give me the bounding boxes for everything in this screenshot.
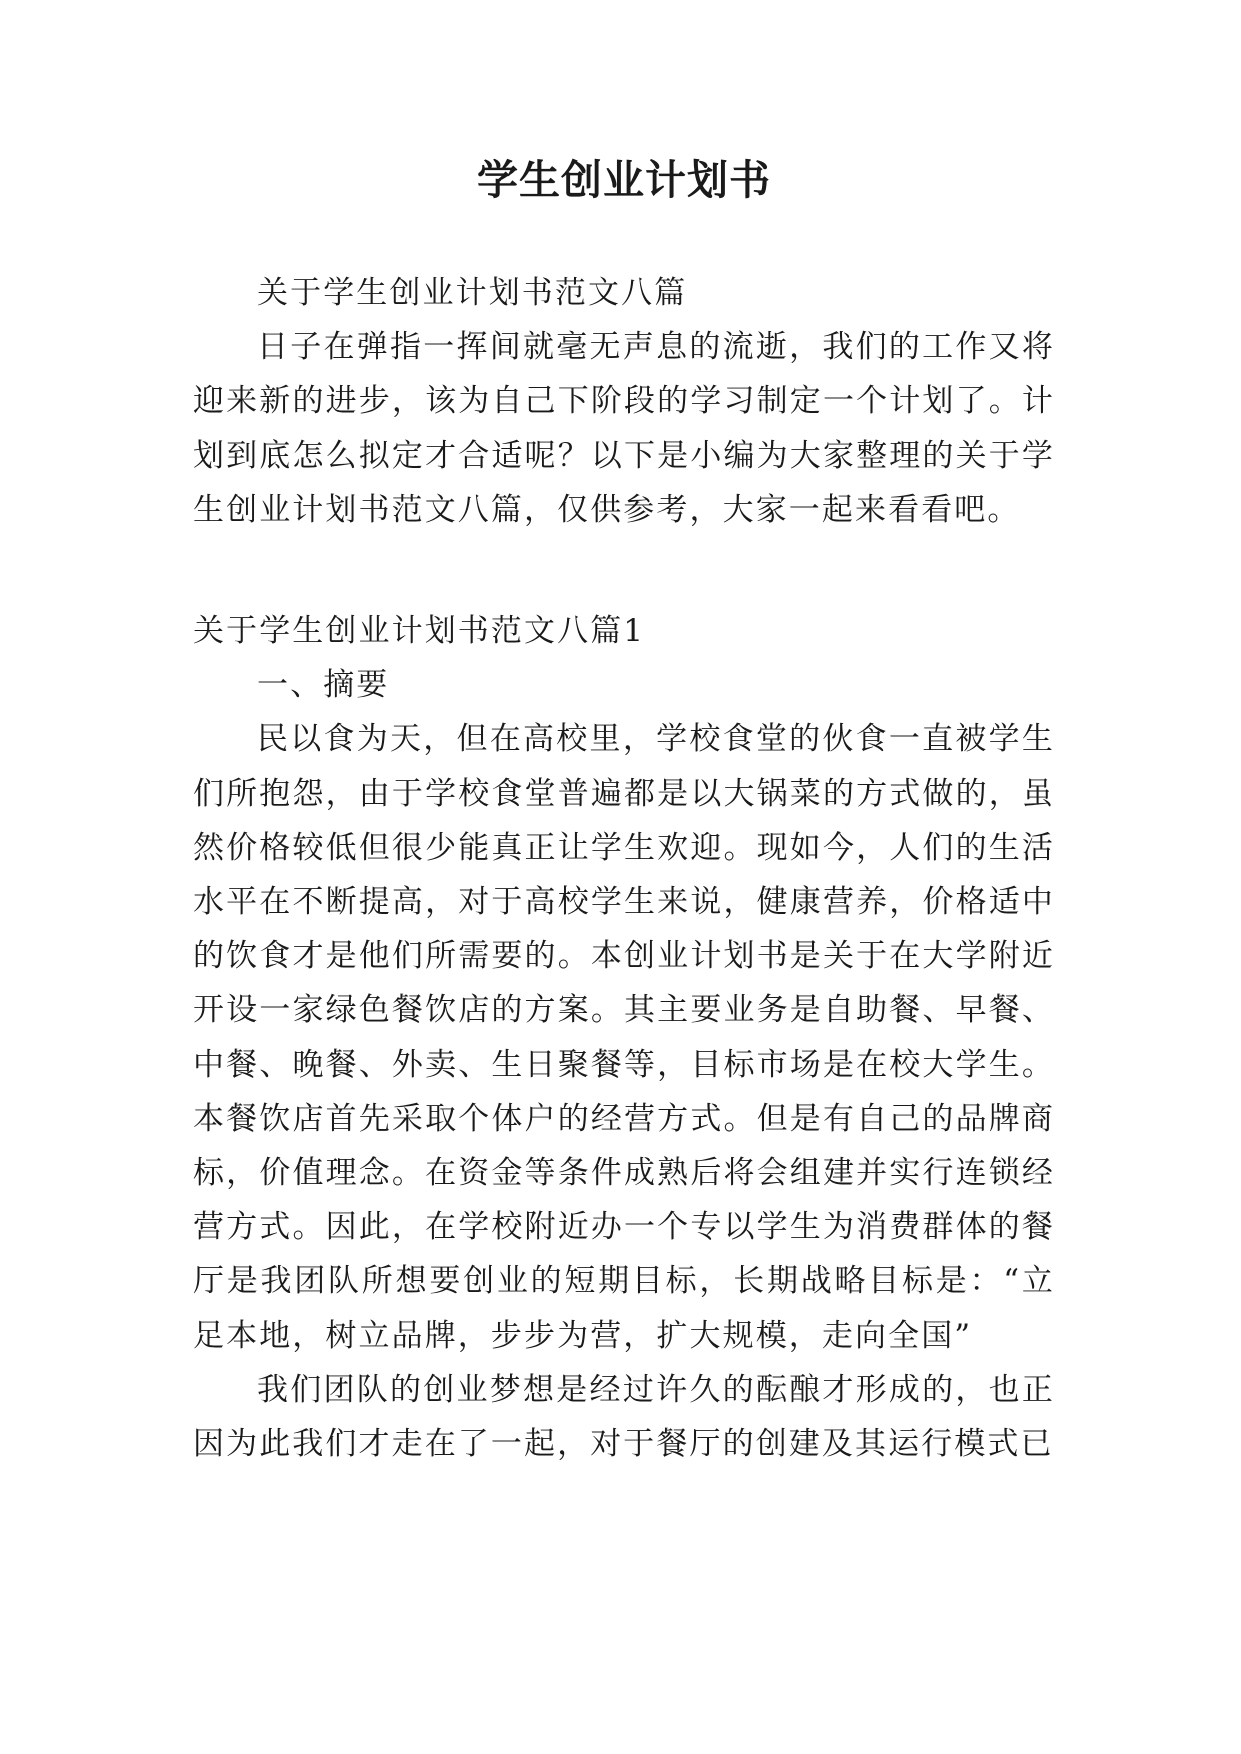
intro-paragraph: 日子在弹指一挥间就毫无声息的流逝，我们的工作又将迎来新的进步，该为自己下阶段的学习制定一个计划了。计划到底怎么拟定才合适呢？以下是小编为大家整理的关于学生创业计划书范文八篇，仅供参考，大家一起来看看吧。 <box>193 329 1055 528</box>
document-title: 学生创业计划书 <box>477 156 771 204</box>
intro-subtitle: 关于学生创业计划书范文八篇 <box>257 275 688 311</box>
intro-block <box>193 266 1055 537</box>
section-1 <box>193 604 1055 1471</box>
section-subheading: 一、摘要 <box>257 667 390 704</box>
section-heading: 关于学生创业计划书范文八篇1 <box>193 613 646 649</box>
section-paragraph: 我们团队的创业梦想是经过许久的酝酿才形成的，也正因为此我们才走在了一起，对于餐厅的创建及其运行模式已 <box>193 1371 1055 1463</box>
section-paragraph: 民以食为天，但在高校里，学校食堂的伙食一直被学生们所抱怨，由于学校食堂普遍都是以大锅菜的方式做的，虽然价格较低但很少能真正让学生欢迎。现如今，人们的生活水平在不断提高，对于高校学生来说，健康营养，价格适中的饮食才是他们所需要的。本创业计划书是关于在大学附近开设一家绿色餐饮店的方案。其主要业务是自助餐、早餐、中餐、晚餐、外卖、生日聚餐等，目标市场是在校大学生。本餐饮店首先采取个体户的经营方式。但是有自己的品牌商标，价值理念。在资金等条件成熟后将会组建并实行连锁经营方式。因此，在学校附近办一个专以学生为消费群体的餐厅是我团队所想要创业的短期目标，长期战略目标是：“立足本地，树立品牌，步步为营，扩大规模，走向全国” <box>193 721 1055 1354</box>
